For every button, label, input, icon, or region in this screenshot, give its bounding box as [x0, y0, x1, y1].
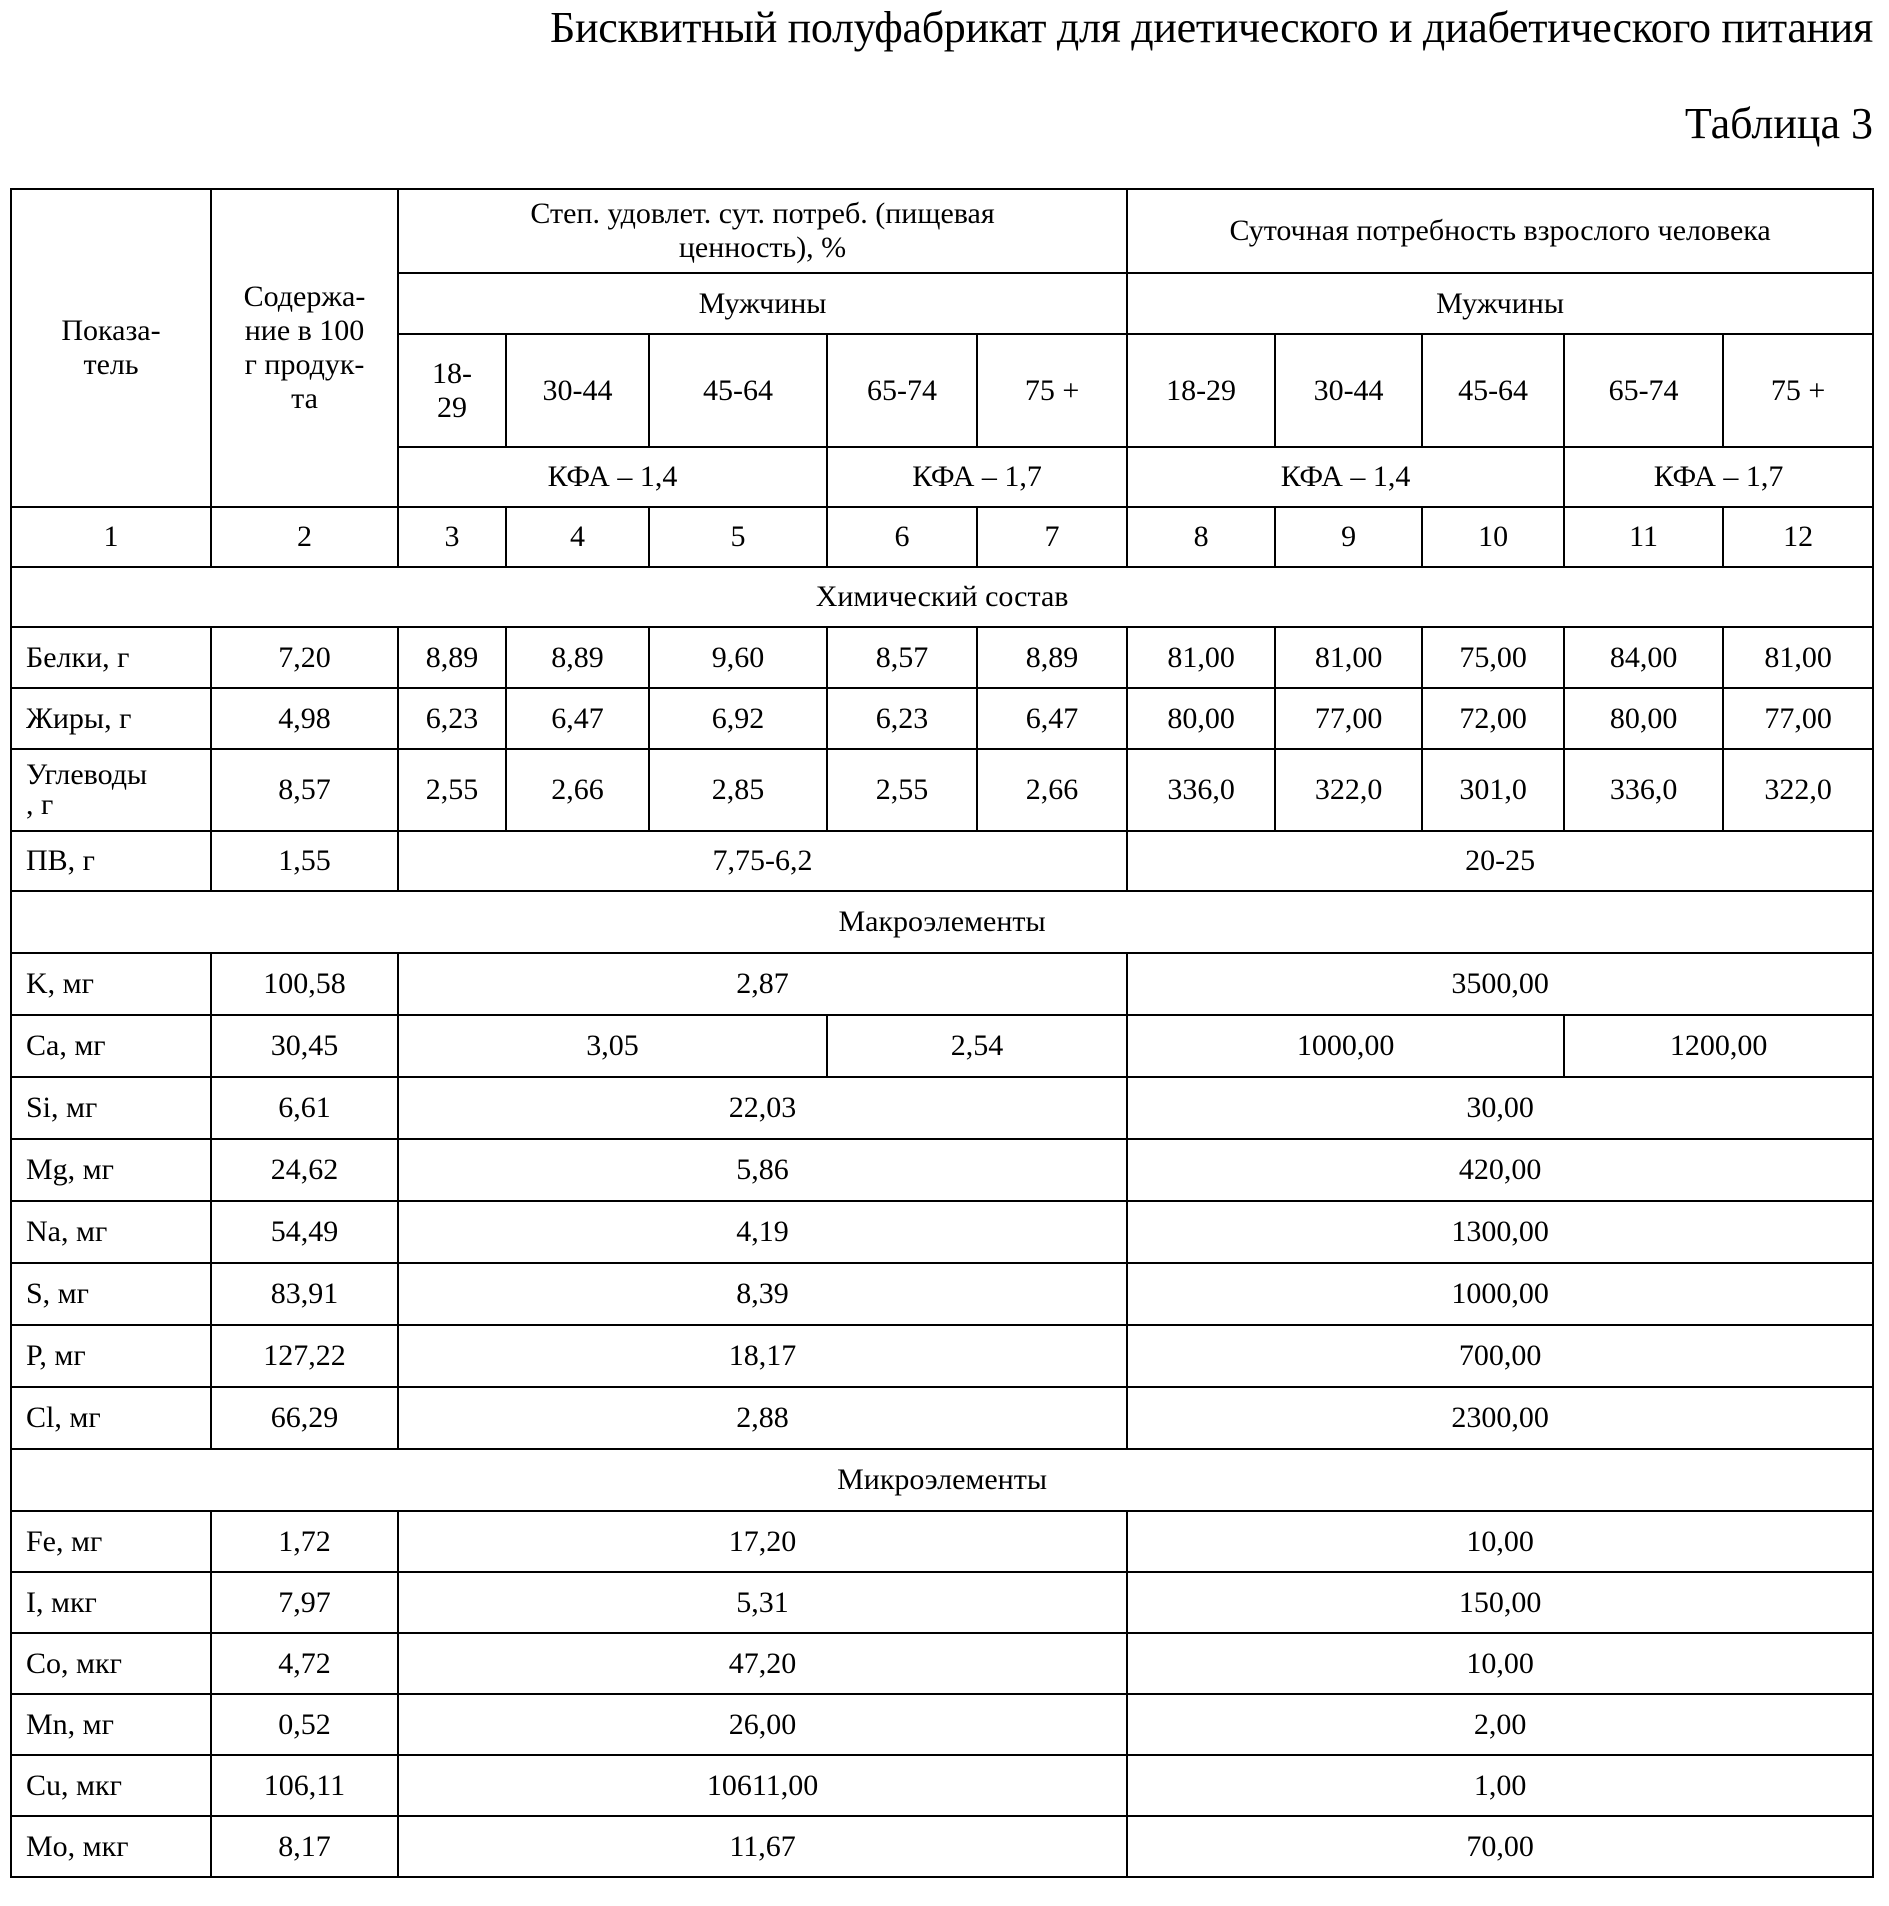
row-label: Mn, мг — [11, 1694, 211, 1755]
content-cell: 127,22 — [211, 1325, 398, 1387]
content-cell: 4,72 — [211, 1633, 398, 1694]
pct-cell: 4,19 — [398, 1201, 1127, 1263]
content-cell: 1,55 — [211, 831, 398, 891]
section-row — [11, 1449, 1873, 1511]
pct-cell: 2,55 — [827, 749, 977, 831]
row-label-text: Белки, г — [26, 643, 206, 673]
content-cell: 30,45 — [211, 1015, 398, 1077]
content-cell: 7,97 — [211, 1572, 398, 1633]
table-row — [11, 1572, 1873, 1633]
table-row — [11, 1755, 1873, 1816]
row-label-text: Жиры, г — [26, 704, 206, 734]
pct-cell: 2,88 — [398, 1387, 1127, 1449]
content-cell: 8,17 — [211, 1816, 398, 1877]
pct-cell: 8,57 — [827, 627, 977, 688]
age-right-0: 18-29 — [1127, 334, 1275, 447]
pct-cell: 11,67 — [398, 1816, 1127, 1877]
content-cell: 1,72 — [211, 1511, 398, 1572]
need-cell: 336,0 — [1564, 749, 1723, 831]
pct-cell: 6,23 — [827, 688, 977, 749]
table-row — [11, 627, 1873, 688]
pct-cell: 9,60 — [649, 627, 827, 688]
need-cell: 322,0 — [1723, 749, 1873, 831]
pct-cell: 5,86 — [398, 1139, 1127, 1201]
row-label: Si, мг — [11, 1077, 211, 1139]
header-daily-need: Суточная потребность взрослого человека — [1127, 189, 1873, 273]
row-label: Ca, мг — [11, 1015, 211, 1077]
row-label: Cl, мг — [11, 1387, 211, 1449]
column-number: 1 — [11, 507, 211, 567]
column-number: 3 — [398, 507, 506, 567]
age-left-4: 75 + — [977, 334, 1127, 447]
age-right-1: 30-44 — [1275, 334, 1422, 447]
row-label: P, мг — [11, 1325, 211, 1387]
need-cell: 72,00 — [1422, 688, 1564, 749]
need-cell: 75,00 — [1422, 627, 1564, 688]
need-cell: 2,00 — [1127, 1694, 1873, 1755]
pct-cell: 18,17 — [398, 1325, 1127, 1387]
age-left-3: 65-74 — [827, 334, 977, 447]
content-cell: 66,29 — [211, 1387, 398, 1449]
column-number: 7 — [977, 507, 1127, 567]
need-cell: 81,00 — [1127, 627, 1275, 688]
need-cell: 2300,00 — [1127, 1387, 1873, 1449]
column-numbers-row — [11, 507, 1873, 567]
table-row — [11, 1325, 1873, 1387]
table-row — [11, 1015, 1873, 1077]
pct-cell: 8,89 — [398, 627, 506, 688]
row-label: ПВ, г — [11, 831, 211, 891]
need-cell: 10,00 — [1127, 1511, 1873, 1572]
row-label: Cu, мкг — [11, 1755, 211, 1816]
need-cell: 81,00 — [1723, 627, 1873, 688]
need-cell: 1,00 — [1127, 1755, 1873, 1816]
content-cell: 8,57 — [211, 749, 398, 831]
need-cell: 80,00 — [1127, 688, 1275, 749]
pct-cell: 17,20 — [398, 1511, 1127, 1572]
column-number: 4 — [506, 507, 649, 567]
need-cell: 301,0 — [1422, 749, 1564, 831]
table-row — [11, 1387, 1873, 1449]
pct-cell: 2,87 — [398, 953, 1127, 1015]
header-content: Содержа- ние в 100 г продук- та — [211, 189, 398, 507]
column-number: 12 — [1723, 507, 1873, 567]
need-cell: 1200,00 — [1564, 1015, 1873, 1077]
need-cell: 30,00 — [1127, 1077, 1873, 1139]
row-label: Mg, мг — [11, 1139, 211, 1201]
need-cell: 3500,00 — [1127, 953, 1873, 1015]
age-left-2: 45-64 — [649, 334, 827, 447]
age-left-0: 18- 29 — [398, 334, 506, 447]
table-row — [11, 688, 1873, 749]
row-label: K, мг — [11, 953, 211, 1015]
age-right-4: 75 + — [1723, 334, 1873, 447]
need-cell: 1000,00 — [1127, 1263, 1873, 1325]
header-men-right: Мужчины — [1127, 273, 1873, 334]
need-cell: 10,00 — [1127, 1633, 1873, 1694]
content-cell: 7,20 — [211, 627, 398, 688]
pct-cell: 10611,00 — [398, 1755, 1127, 1816]
age-right-3: 65-74 — [1564, 334, 1723, 447]
need-cell: 322,0 — [1275, 749, 1422, 831]
need-cell: 70,00 — [1127, 1816, 1873, 1877]
row-label-text: Углеводы , г — [26, 760, 206, 820]
table-row — [11, 1511, 1873, 1572]
need-cell: 20-25 — [1127, 831, 1873, 891]
pct-cell: 3,05 — [398, 1015, 827, 1077]
section-row — [11, 891, 1873, 953]
pct-cell: 8,39 — [398, 1263, 1127, 1325]
kfa-right-14: КФА – 1,4 — [1127, 447, 1564, 507]
content-cell: 83,91 — [211, 1263, 398, 1325]
header-indicator: Показа- тель — [11, 189, 211, 507]
pct-cell: 6,92 — [649, 688, 827, 749]
column-number: 6 — [827, 507, 977, 567]
content-cell: 54,49 — [211, 1201, 398, 1263]
need-cell: 77,00 — [1723, 688, 1873, 749]
pct-cell: 5,31 — [398, 1572, 1127, 1633]
need-cell: 77,00 — [1275, 688, 1422, 749]
row-label: S, мг — [11, 1263, 211, 1325]
row-label — [11, 688, 211, 749]
need-cell: 1000,00 — [1127, 1015, 1564, 1077]
row-label: Fe, мг — [11, 1511, 211, 1572]
column-number: 2 — [211, 507, 398, 567]
pct-cell: 2,55 — [398, 749, 506, 831]
table-row — [11, 1077, 1873, 1139]
row-label: Mo, мкг — [11, 1816, 211, 1877]
table-row — [11, 1816, 1873, 1877]
need-cell: 1300,00 — [1127, 1201, 1873, 1263]
column-number: 5 — [649, 507, 827, 567]
need-cell: 336,0 — [1127, 749, 1275, 831]
table-label: Таблица 3 — [1685, 98, 1873, 149]
table-row — [11, 1201, 1873, 1263]
header-satisfaction: Степ. удовлет. сут. потреб. (пищевая ценность), % — [398, 189, 1127, 273]
age-left-1: 30-44 — [506, 334, 649, 447]
age-right-2: 45-64 — [1422, 334, 1564, 447]
need-cell: 81,00 — [1275, 627, 1422, 688]
content-cell: 106,11 — [211, 1755, 398, 1816]
pct-cell: 8,89 — [506, 627, 649, 688]
header-men-left: Мужчины — [398, 273, 1127, 334]
column-number: 11 — [1564, 507, 1723, 567]
need-cell: 420,00 — [1127, 1139, 1873, 1201]
kfa-left-14: КФА – 1,4 — [398, 447, 827, 507]
row-label: Na, мг — [11, 1201, 211, 1263]
need-cell: 700,00 — [1127, 1325, 1873, 1387]
column-number: 9 — [1275, 507, 1422, 567]
kfa-left-17: КФА – 1,7 — [827, 447, 1127, 507]
content-cell: 4,98 — [211, 688, 398, 749]
content-cell: 0,52 — [211, 1694, 398, 1755]
need-cell: 80,00 — [1564, 688, 1723, 749]
pct-cell: 7,75-6,2 — [398, 831, 1127, 891]
row-label — [11, 749, 211, 831]
pct-cell: 8,89 — [977, 627, 1127, 688]
column-number: 8 — [1127, 507, 1275, 567]
table-row — [11, 749, 1873, 831]
pct-cell: 2,54 — [827, 1015, 1127, 1077]
need-cell: 150,00 — [1127, 1572, 1873, 1633]
pct-cell: 22,03 — [398, 1077, 1127, 1139]
pct-cell: 6,23 — [398, 688, 506, 749]
content-cell: 100,58 — [211, 953, 398, 1015]
table-row — [11, 1263, 1873, 1325]
table-row — [11, 953, 1873, 1015]
table-row — [11, 1139, 1873, 1201]
row-label: I, мкг — [11, 1572, 211, 1633]
table-row — [11, 831, 1873, 891]
table-row — [11, 1694, 1873, 1755]
row-label: Co, мкг — [11, 1633, 211, 1694]
pct-cell: 47,20 — [398, 1633, 1127, 1694]
pct-cell: 6,47 — [977, 688, 1127, 749]
document-title: Бисквитный полуфабрикат для диетического и диабетического питания — [550, 2, 1873, 53]
row-label — [11, 627, 211, 688]
pct-cell: 6,47 — [506, 688, 649, 749]
content-cell: 6,61 — [211, 1077, 398, 1139]
section-chemical: Химический состав — [11, 567, 1873, 627]
nutrition-table — [10, 188, 1874, 1878]
column-number: 10 — [1422, 507, 1564, 567]
table-row — [11, 1633, 1873, 1694]
pct-cell: 2,85 — [649, 749, 827, 831]
pct-cell: 2,66 — [977, 749, 1127, 831]
pct-cell: 26,00 — [398, 1694, 1127, 1755]
section-macro: Макроэлементы — [11, 891, 1873, 953]
kfa-right-17: КФА – 1,7 — [1564, 447, 1873, 507]
pct-cell: 2,66 — [506, 749, 649, 831]
content-cell: 24,62 — [211, 1139, 398, 1201]
section-micro: Микроэлементы — [11, 1449, 1873, 1511]
need-cell: 84,00 — [1564, 627, 1723, 688]
